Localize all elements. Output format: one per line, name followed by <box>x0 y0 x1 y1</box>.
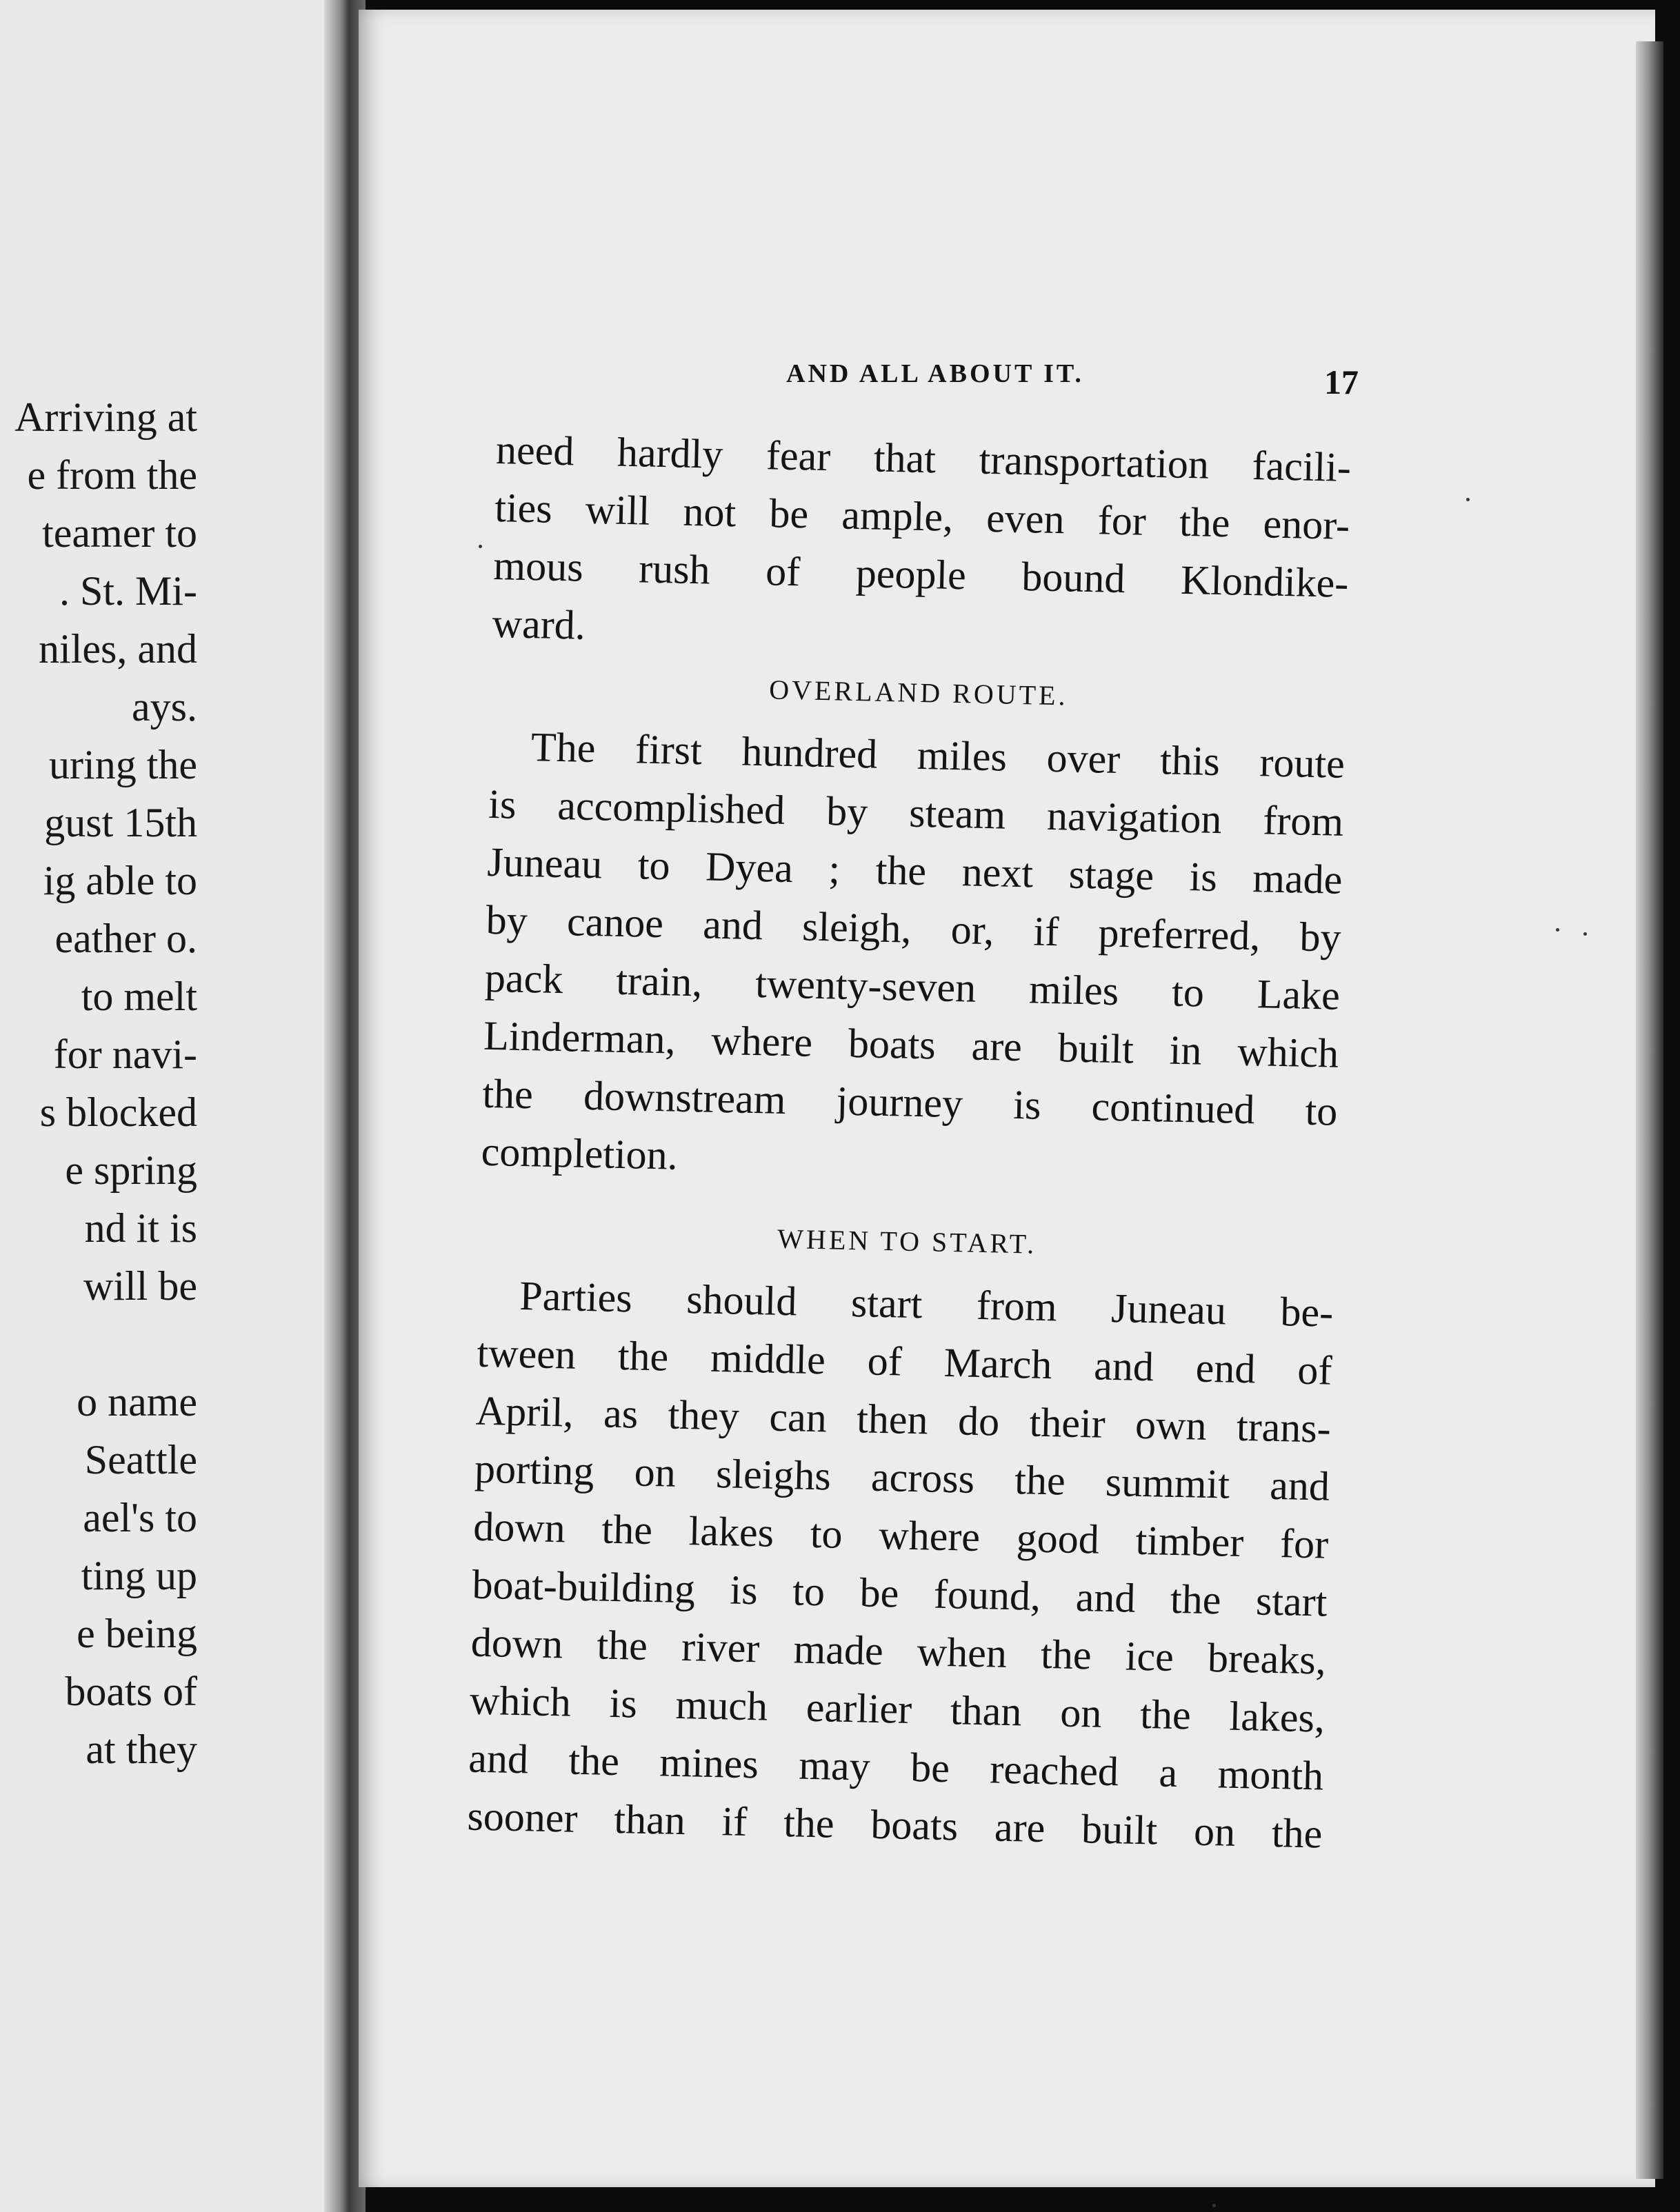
left-page-line: e being <box>77 1611 197 1656</box>
text-line: is accomplished by steam navigation from <box>488 781 1344 845</box>
left-page-line: ael's to <box>83 1495 197 1540</box>
paper-speck <box>479 545 482 548</box>
text-line: the downstream journey is continued to <box>481 1070 1338 1134</box>
left-page-line: o name <box>77 1379 197 1425</box>
text-line: completion. <box>481 1128 679 1178</box>
paper-speck <box>1583 932 1587 936</box>
left-page-line: uring the <box>49 742 197 787</box>
paper-speck <box>1556 928 1559 932</box>
text-line: which is much earlier than on the lakes, <box>469 1677 1326 1741</box>
left-page-line: s blocked <box>39 1089 197 1135</box>
text-line: down the river made when the ice breaks, <box>470 1619 1327 1683</box>
overland-route-paragraph <box>481 717 1346 1198</box>
page-number: 17 <box>1324 363 1359 401</box>
left-page-line: e from the <box>27 452 197 498</box>
text-line: Linderman, where boats are built in which <box>483 1012 1339 1076</box>
left-facing-page <box>0 0 345 2212</box>
text-line: The first hundred miles over this route <box>530 724 1346 787</box>
text-line: Juneau to Dyea ; the next stage is made <box>486 838 1343 903</box>
left-page-line: ig able to <box>43 858 197 903</box>
text-line: boat-building is to be found, and the start <box>471 1561 1328 1625</box>
left-page-line: niles, and <box>39 626 197 672</box>
left-page-line: teamer to <box>42 510 197 556</box>
left-page-line: nd it is <box>84 1205 197 1251</box>
left-page-line: for navi- <box>53 1032 197 1077</box>
text-line: porting on sleighs across the summit and <box>474 1445 1330 1509</box>
when-to-start-paragraph <box>467 1266 1334 1863</box>
left-page-line: at they <box>86 1727 197 1772</box>
left-page-line: ting up <box>81 1553 197 1598</box>
paper-speck <box>1466 498 1470 501</box>
text-line: tween the middle of March and end of <box>476 1329 1333 1394</box>
text-line: Parties should start from Juneau be- <box>519 1272 1334 1336</box>
text-line: by canoe and sleigh, or, if preferred, by <box>486 896 1342 961</box>
text-line: mous rush of people bound Klondike- <box>492 542 1350 606</box>
text-line: down the lakes to where good timber for <box>472 1503 1329 1567</box>
paper-speck <box>1212 2204 1216 2207</box>
left-page-line: e spring <box>65 1147 197 1193</box>
text-line: sooner than if the boats are built on the <box>466 1793 1323 1857</box>
text-line: pack train, twenty-seven miles to Lake <box>484 954 1341 1018</box>
left-page-line: Arriving at <box>14 394 197 440</box>
page-body <box>467 421 1352 1863</box>
text-line: ties will not be ample, even for the enor- <box>494 484 1350 548</box>
text-line: need hardly fear that transportation facili- <box>495 426 1352 490</box>
text-line: and the mines may be reached a month <box>468 1735 1324 1799</box>
text-line: April, as they can then do their own trans- <box>475 1387 1332 1451</box>
left-page-line: to melt <box>81 974 197 1019</box>
running-head: AND ALL ABOUT IT. <box>786 359 1084 388</box>
text-line: ward. <box>492 600 586 648</box>
left-page-line: boats of <box>65 1669 197 1714</box>
continued-paragraph <box>492 421 1352 670</box>
left-page-line: ays. <box>132 684 197 730</box>
left-page-line: gust 15th <box>44 800 197 845</box>
section-heading-overland-route: OVERLAND ROUTE. <box>768 674 1068 712</box>
section-heading-when-to-start: WHEN TO START. <box>777 1223 1037 1260</box>
left-page-line: . St. Mi- <box>59 568 197 614</box>
left-page-line: eather o. <box>54 916 197 961</box>
page-edge <box>1636 41 1663 2179</box>
left-page-line: will be <box>83 1263 197 1309</box>
left-page-line: Seattle <box>84 1437 197 1482</box>
